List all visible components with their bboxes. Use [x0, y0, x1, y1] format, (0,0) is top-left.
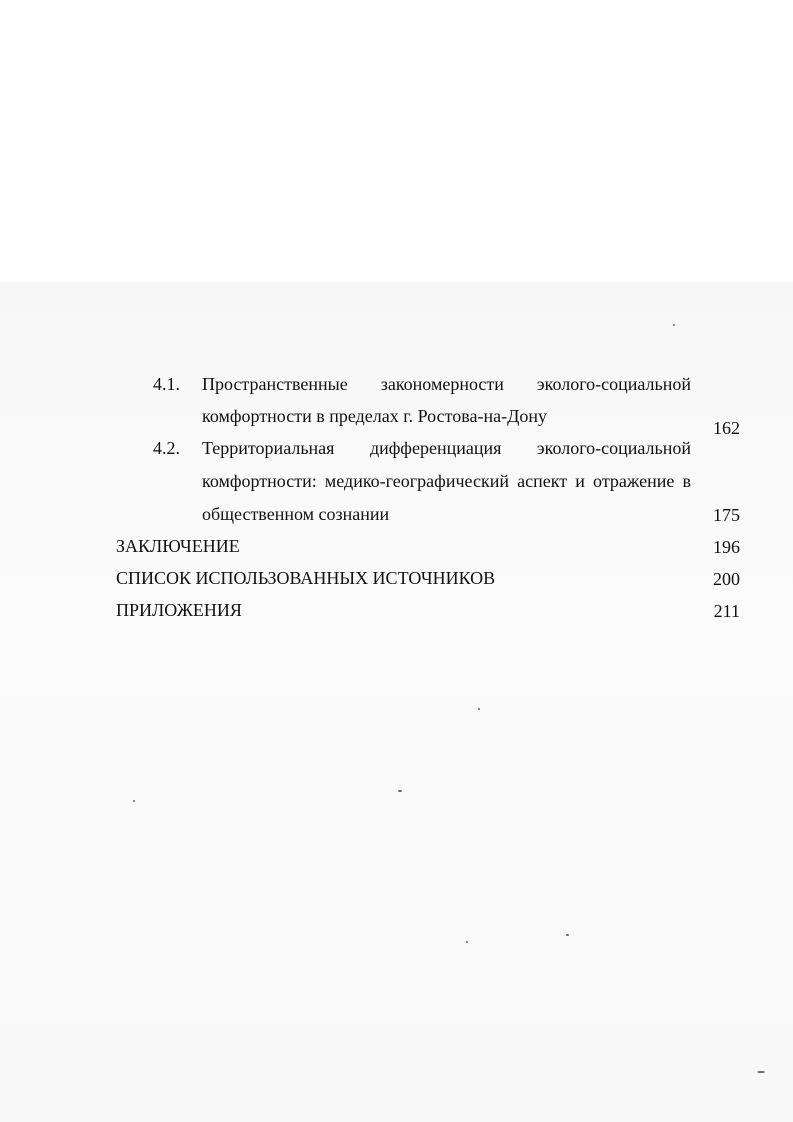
entry-number: 4.1.	[153, 374, 180, 394]
entry-page-number: 162	[713, 418, 740, 438]
entry-page-number: 175	[713, 505, 740, 525]
scan-speck	[133, 800, 135, 802]
entry-number: 4.2.	[153, 438, 180, 458]
section-page-number: 211	[713, 601, 740, 621]
entry-title-line: комфортности в пределах г. Ростова-на-Дону	[202, 406, 547, 426]
scan-speck	[757, 1071, 765, 1073]
scan-speck	[466, 941, 468, 943]
scan-speck	[478, 708, 480, 710]
entry-title-line: Территориальная дифференциация эколого-социальной	[202, 438, 691, 458]
entry-title-line: общественном сознании	[202, 504, 390, 524]
scan-speck	[566, 934, 569, 936]
section-page-number: 200	[713, 569, 740, 589]
entry-title-line: Пространственные закономерности эколого-социальной	[202, 374, 691, 394]
section-title: ПРИЛОЖЕНИЯ	[116, 600, 242, 620]
section-title: СПИСОК ИСПОЛЬЗОВАННЫХ ИСТОЧНИКОВ	[116, 568, 496, 588]
scan-speck	[398, 790, 402, 792]
entry-title-line: комфортности: медико-географический аспект и отражение в	[202, 471, 691, 491]
scan-speck	[673, 324, 675, 326]
section-page-number: 196	[713, 537, 740, 557]
section-title: ЗАКЛЮЧЕНИЕ	[116, 536, 240, 556]
